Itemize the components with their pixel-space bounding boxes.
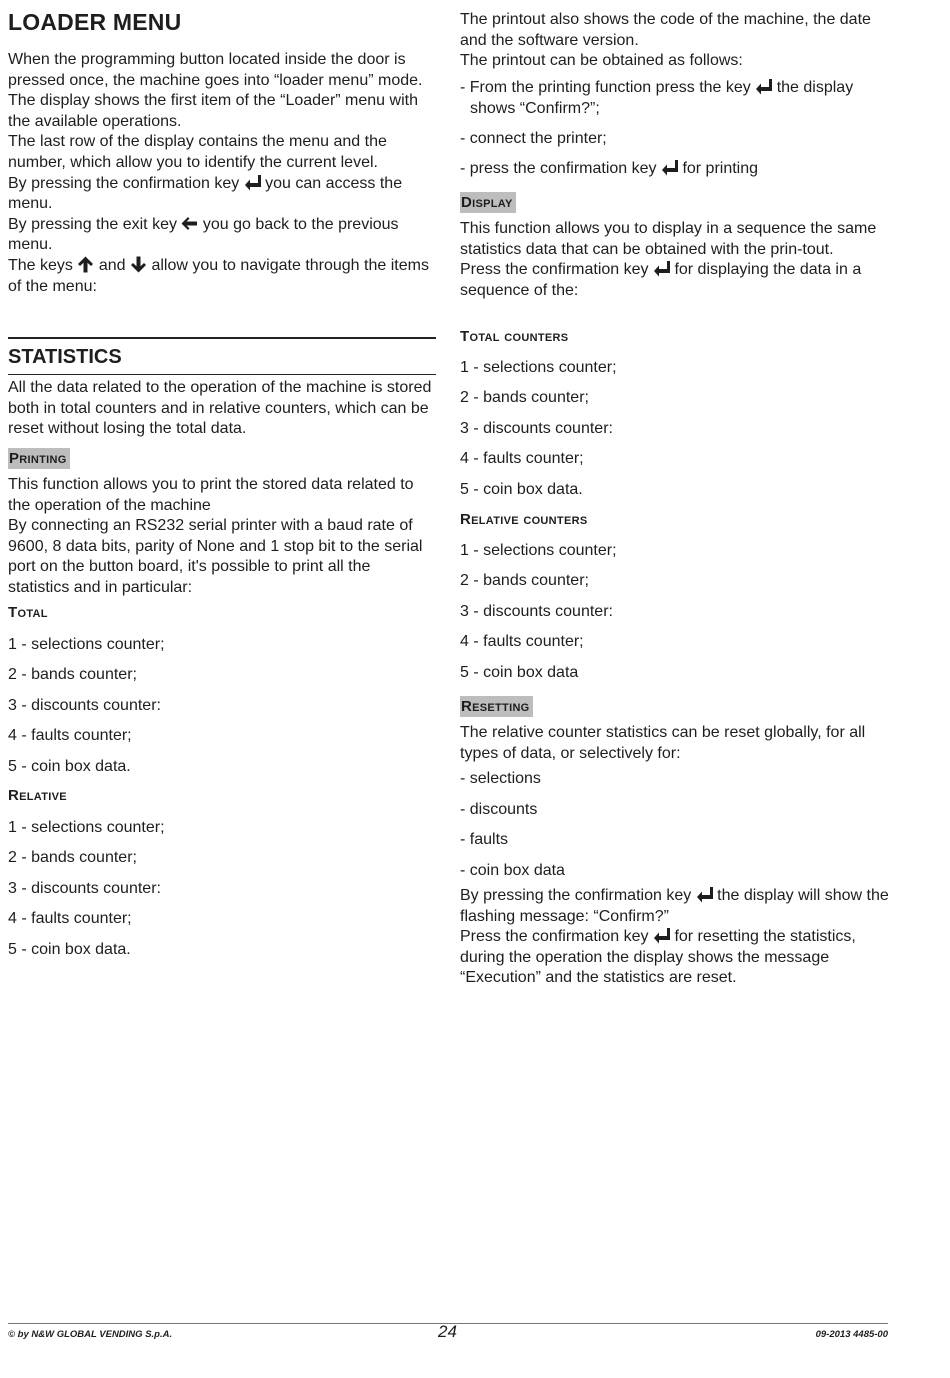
list-item: 5 - coin box data. — [460, 481, 583, 498]
statistics-text: All the data related to the operation of the machine is stored both in total counters and in relative counters, which can be reset without losing the total data. — [8, 379, 432, 438]
list-item: 2 - bands counter; — [460, 572, 589, 589]
printout-step-1-end: the display — [776, 79, 854, 96]
display-paragraph-2-start: Press the confirmation key — [460, 261, 649, 279]
printing-heading: Printing — [8, 448, 70, 469]
display-paragraph-2-end: for displaying the data in a sequence of the: — [460, 261, 862, 299]
printing-paragraph-2: By connecting an RS232 serial printer with a baud rate of 9600, 8 data bits, parity of None and 1 stop bit to the serial port on the button board, it's possible to print all the statistics and in particular: — [8, 517, 423, 596]
intro-paragraph-1: When the programming button located inside the door is pressed once, the machine goes into “loader menu” mode. — [8, 51, 423, 89]
list-item: 5 - coin box data — [460, 664, 579, 681]
resetting-paragraph-2 — [460, 886, 890, 927]
list-item: - discounts — [460, 801, 538, 818]
relative-counters-heading-block — [460, 510, 890, 530]
intro-paragraph-6-and: and — [98, 256, 126, 274]
printout-step-3-start: - press the confirmation key — [460, 160, 657, 177]
intro-paragraph-2: The display shows the first item of the “Loader” menu with the available operations. — [8, 92, 418, 130]
intro-paragraph-6-start: The keys — [8, 256, 73, 274]
intro-paragraph-4-end: you can access the menu. — [8, 174, 403, 213]
display-heading: Display — [460, 192, 516, 213]
list-item: 2 - bands counter; — [8, 666, 137, 683]
list-item: 4 - faults counter; — [8, 910, 132, 927]
enter-key-icon — [244, 174, 261, 191]
printout-paragraph-1: The printout also shows the code of the machine, the date and the software version. — [460, 11, 871, 49]
resetting-heading-block — [460, 696, 890, 717]
resetting-paragraph-1: The relative counter statistics can be reset globally, for all types of data, or selectively for: — [460, 724, 866, 762]
page-number: 24 — [438, 1322, 457, 1341]
enter-key-icon — [653, 927, 670, 944]
list-item: 4 - faults counter; — [460, 633, 584, 650]
footer-copyright: © by N&W GLOBAL VENDING S.p.A. — [8, 1329, 173, 1340]
printout-step-2: - connect the printer; — [460, 130, 607, 147]
display-heading-block — [460, 192, 890, 213]
relative-heading: Relative — [8, 787, 67, 804]
printout-step-1 — [460, 78, 890, 119]
loader-menu-title: LOADER MENU — [8, 9, 182, 35]
total-counters-heading: Total counters — [460, 328, 569, 345]
intro-paragraph-5 — [8, 215, 436, 256]
display-paragraph-2 — [460, 260, 890, 301]
list-item: 3 - discounts counter: — [460, 420, 613, 437]
total-heading-block — [8, 603, 436, 623]
resetting-paragraph-3-start: Press the confirmation key — [460, 928, 649, 946]
relative-counters-heading: Relative counters — [460, 511, 588, 528]
statistics-title: STATISTICS — [8, 346, 122, 368]
list-item: 3 - discounts counter: — [460, 603, 613, 620]
enter-key-icon — [661, 159, 678, 176]
enter-key-icon — [755, 78, 772, 95]
list-item: - selections — [460, 770, 541, 787]
up-arrow-icon — [77, 256, 94, 273]
loader-menu-intro — [8, 50, 436, 297]
enter-key-icon — [696, 886, 713, 903]
list-item: 2 - bands counter; — [460, 389, 589, 406]
footer-doc-code: 09-2013 4485-00 — [815, 1329, 888, 1340]
relative-heading-block — [8, 786, 436, 806]
list-item: 4 - faults counter; — [8, 727, 132, 744]
list-item: 1 - selections counter; — [460, 359, 617, 376]
resetting-paragraph-2-end: the display will show the flashing message: “Confirm?” — [460, 887, 889, 925]
list-item: 3 - discounts counter: — [8, 880, 161, 897]
resetting-heading: Resetting — [460, 696, 533, 717]
printout-step-1-start: - From the printing function press the key — [460, 79, 751, 96]
total-heading: Total — [8, 604, 48, 621]
printing-text-block — [8, 475, 436, 599]
printout-step-3 — [460, 159, 758, 179]
list-item: 3 - discounts counter: — [8, 697, 161, 714]
display-text-block — [460, 219, 890, 301]
list-item: 2 - bands counter; — [8, 849, 137, 866]
printing-paragraph-1: This function allows you to print the stored data related to the operation of the machine — [8, 476, 414, 514]
printout-paragraph-2: The printout can be obtained as follows: — [460, 52, 743, 70]
statistics-text-block — [8, 378, 436, 440]
printing-heading-block — [8, 448, 436, 469]
statistics-rule-bottom — [8, 374, 436, 375]
resetting-text-block — [460, 723, 890, 764]
printout-text-block — [460, 10, 890, 72]
intro-paragraph-5-start: By pressing the exit key — [8, 215, 177, 233]
total-counters-heading-block — [460, 327, 890, 347]
exit-arrow-icon — [181, 215, 198, 232]
printout-step-1-line-2: shows “Confirm?”; — [470, 99, 600, 117]
list-item: 1 - selections counter; — [8, 636, 165, 653]
intro-paragraph-4-start: By pressing the confirmation key — [8, 174, 240, 192]
list-item: - faults — [460, 831, 509, 848]
resetting-paragraph-2-start: By pressing the confirmation key — [460, 887, 692, 904]
list-item: 1 - selections counter; — [8, 819, 165, 836]
list-item: 5 - coin box data. — [8, 941, 131, 958]
down-arrow-icon — [130, 256, 147, 273]
resetting-confirm-block — [460, 886, 890, 989]
intro-paragraph-6 — [8, 256, 436, 297]
printout-step-3-end: for printing — [682, 160, 759, 177]
list-item: 1 - selections counter; — [460, 542, 617, 559]
enter-key-icon — [653, 260, 670, 277]
intro-paragraph-3: The last row of the display contains the menu and the number, which allow you to identify the current level. — [8, 133, 387, 171]
intro-paragraph-4 — [8, 174, 436, 215]
intro-paragraph-6-end: allow you to navigate through the items of the menu: — [8, 256, 429, 295]
list-item: 5 - coin box data. — [8, 758, 131, 775]
display-paragraph-1: This function allows you to display in a sequence the same statistics data that can be obtained with the prin-tout. — [460, 220, 877, 258]
list-item: - coin box data — [460, 862, 565, 879]
resetting-paragraph-3-end: for resetting the statistics, during the operation the display shows the message “Execution” and the statistics are reset. — [460, 928, 856, 987]
statistics-rule-top — [8, 337, 436, 339]
list-item: 4 - faults counter; — [460, 450, 584, 467]
resetting-paragraph-3 — [460, 927, 890, 989]
intro-paragraph-5-end: you go back to the previous menu. — [8, 215, 399, 254]
printout-step-1-line-1 — [460, 78, 890, 99]
